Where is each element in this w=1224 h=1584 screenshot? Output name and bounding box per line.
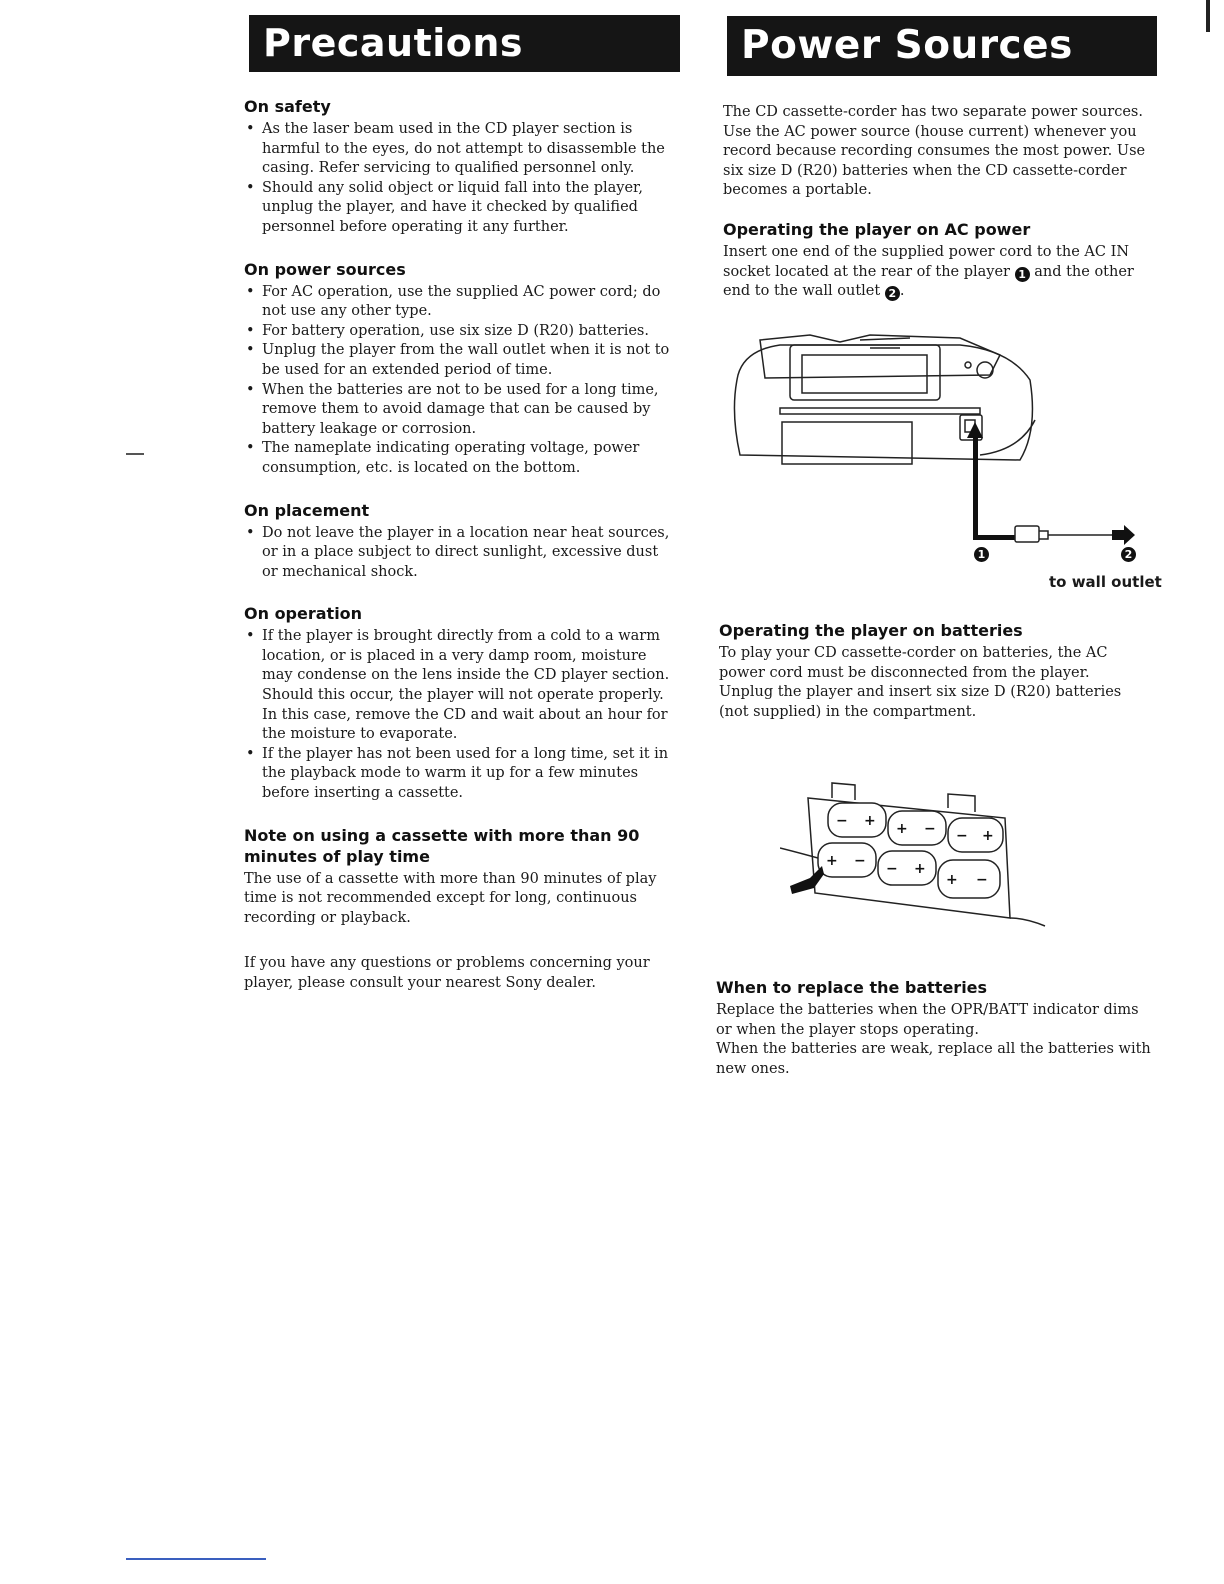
svg-text:+: + — [864, 813, 876, 829]
insert-arrow-icon — [790, 866, 824, 894]
bullet-list — [244, 120, 676, 238]
list-item: • Do not leave the player in a location near heat sources, or in a place subject to direct sunlight, excessive dust or mechanical shock. — [244, 524, 676, 583]
list-item: • As the laser beam used in the CD player section is harmful to the eyes, do not attempt to disassemble the casing. Refer servicing to qualified personnel only. — [244, 120, 676, 179]
list-item: • If the player has not been used for a long time, set it in the playback mode to warm it up for a few minutes before inserting a cassette. — [244, 745, 676, 804]
ac-text-part-2: and the other end to the wall outlet — [723, 263, 1134, 300]
section-heading: On power sources — [244, 259, 406, 279]
svg-text:−: − — [924, 821, 936, 837]
list-item: • If the player is brought directly from a cold to a warm location, or is placed in a very damp room, moisture may condense on the lens inside the CD player section. Should this occur, the player will not operate properly. In this case, remove the CD and wait about an hour for the moisture to evaporate. — [244, 627, 676, 745]
section-cassette-note — [244, 825, 676, 929]
arrow-right-icon — [1112, 525, 1135, 545]
section-heading: Operating the player on batteries — [719, 621, 1023, 640]
note-text: The use of a cassette with more than 90 minutes of play time is not recommended except for long, continuous recording or playback. — [244, 870, 657, 926]
section-heading: Note on using a cassette with more than 90 minutes of play time — [244, 825, 640, 866]
svg-text:+: + — [946, 872, 958, 888]
list-item: • When the batteries are not to be used for a long time, remove them to avoid damage that can be caused by battery leakage or corrosion. — [244, 381, 676, 440]
svg-text:+: + — [826, 853, 838, 869]
marker-1: 1 — [1015, 267, 1030, 282]
wall-outlet-label: to wall outlet — [1049, 573, 1162, 591]
section-on-power-sources — [244, 259, 676, 479]
ac-text-part-1: Insert one end of the supplied power cord to the AC IN socket located at the rear of the player — [723, 243, 1130, 280]
ac-power-text: Insert one end of the supplied power cord to the AC IN socket located at the rear of the player 1 and the other end to the wall outlet 2 . — [723, 243, 1134, 301]
section-heading: On operation — [244, 604, 363, 624]
section-heading: On safety — [244, 97, 331, 116]
bullet-list — [244, 283, 676, 479]
batteries-text-1: To play your CD cassette-corder on batteries, the AC power cord must be disconnected from the player. — [719, 645, 1108, 681]
precautions-column — [244, 96, 676, 994]
replace-text-2: When the batteries are weak, replace all the batteries with new ones. — [716, 1041, 1151, 1077]
margin-dash — [126, 453, 144, 455]
svg-text:−: − — [854, 853, 866, 869]
list-item: • For AC operation, use the supplied AC power cord; do not use any other type. — [244, 283, 676, 322]
page-edge-mark — [1206, 0, 1210, 32]
svg-text:−: − — [836, 813, 848, 829]
section-on-safety — [244, 96, 676, 238]
precautions-title: Precautions — [249, 15, 680, 72]
figure-marker-1: 1 — [974, 547, 989, 562]
bullet-list — [244, 627, 676, 803]
section-heading: On placement — [244, 500, 370, 520]
svg-text:−: − — [976, 872, 988, 888]
power-sources-title: Power Sources — [727, 16, 1157, 76]
closing-text: If you have any questions or problems concerning your player, please consult your nearest Sony dealer. — [244, 955, 650, 991]
section-heading: When to replace the batteries — [716, 978, 988, 997]
list-item: • The nameplate indicating operating voltage, power consumption, etc. is located on the bottom. — [244, 439, 676, 478]
section-on-operation — [244, 603, 676, 803]
batteries-block — [719, 620, 1155, 722]
svg-text:−: − — [956, 828, 968, 844]
player-ac-illustration — [720, 330, 1160, 570]
footer-rule — [126, 1558, 266, 1560]
list-item: • For battery operation, use six size D (R20) batteries. — [244, 322, 676, 342]
section-heading: Operating the player on AC power — [723, 219, 1031, 239]
intro-text: The CD cassette-corder has two separate power sources. Use the AC power source (house current) whenever you record because recording consumes the most power. Use six size D (R20) batteries when the CD cassette-corder becomes a portable. — [723, 104, 1146, 199]
svg-text:+: + — [914, 861, 926, 877]
power-intro-block — [723, 103, 1155, 302]
list-item: • Unplug the player from the wall outlet when it is not to be used for an extended period of time. — [244, 341, 676, 380]
svg-text:+: + — [896, 821, 908, 837]
batteries-text-2: Unplug the player and insert six size D (R20) batteries (not supplied) in the compartment. — [719, 684, 1122, 720]
marker-2: 2 — [885, 286, 900, 301]
svg-text:+: + — [982, 828, 994, 844]
bullet-list — [244, 524, 676, 583]
replace-text-1: Replace the batteries when the OPR/BATT indicator dims or when the player stops operating. — [716, 1002, 1139, 1038]
replace-batteries-block — [716, 977, 1152, 1079]
svg-text:−: − — [886, 861, 898, 877]
section-on-placement — [244, 500, 676, 583]
battery-compartment-illustration — [780, 778, 1070, 938]
list-item: • Should any solid object or liquid fall into the player, unplug the player, and have it checked by qualified personnel before operating it any further. — [244, 179, 676, 238]
figure-marker-2: 2 — [1121, 547, 1136, 562]
